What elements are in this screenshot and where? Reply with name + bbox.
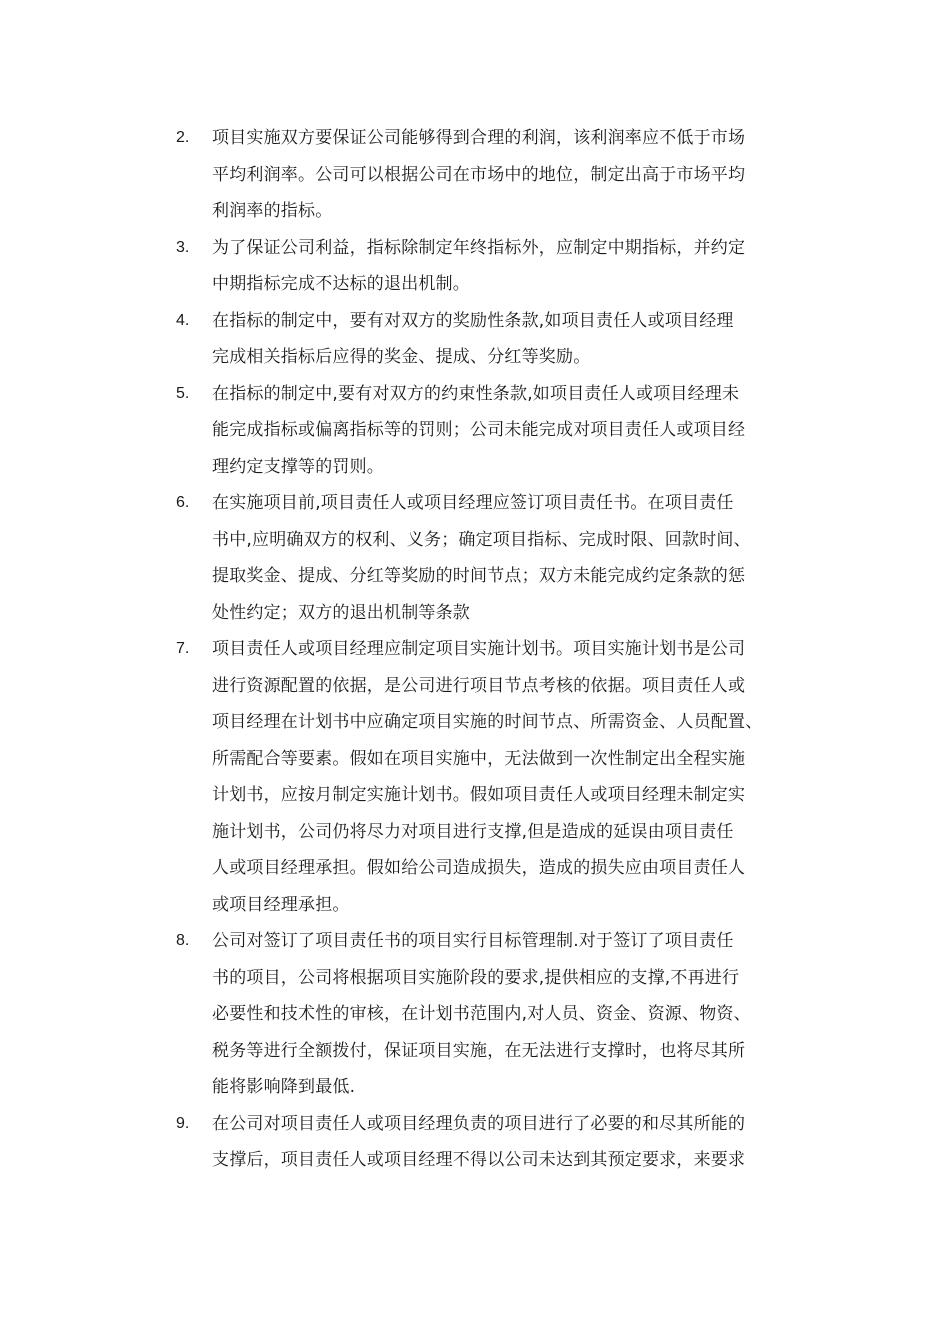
item-text-line: 施计划书，公司仍将尽力对项目进行支撑,但是造成的延误由项目责任 — [212, 821, 734, 842]
item-number: 4. — [176, 311, 190, 329]
item-text-line: 税务等进行全额拨付，保证项目实施，在无法进行支撑时，也将尽其所 — [212, 1040, 746, 1061]
item-text-line: 能将影响降到最低. — [212, 1077, 356, 1097]
list-item — [176, 303, 816, 376]
list-item — [176, 230, 816, 303]
item-text-line: 平均利润率。公司可以根据公司在市场中的地位，制定出高于市场平均 — [212, 164, 746, 185]
list-item — [176, 923, 816, 1106]
item-text-line: 项目经理在计划书中应确定项目实施的时间节点、所需资金、人员配置、 — [212, 712, 763, 732]
item-text-line: 项目责任人或项目经理应制定项目实施计划书。项目实施计划书是公司 — [212, 639, 746, 659]
item-text-line: 公司对签订了项目责任书的项目实行目标管理制.对于签订了项目责任 — [212, 931, 734, 951]
item-text-line: 能完成指标或偏离指标等的罚则；公司未能完成对项目责任人或项目经 — [212, 420, 746, 440]
item-text-line: 书的项目，公司将根据项目实施阶段的要求,提供相应的支撑,不再进行 — [212, 967, 740, 988]
item-text-line: 项目实施双方要保证公司能够得到合理的利润，该利润率应不低于市场 — [212, 128, 746, 148]
item-text-line: 进行资源配置的依据，是公司进行项目节点考核的依据。项目责任人或 — [212, 675, 746, 696]
item-text-line: 完成相关指标后应得的奖金、提成、分红等奖励。 — [212, 347, 591, 367]
item-text-line: 书中,应明确双方的权利、义务；确定项目指标、完成时限、回款时间、 — [212, 529, 751, 550]
item-text-line: 理约定支撑等的罚则。 — [212, 456, 384, 477]
list-item — [176, 485, 816, 631]
item-number: 3. — [176, 238, 190, 256]
item-text-line: 所需配合等要素。假如在项目实施中，无法做到一次性制定出全程实施 — [212, 748, 746, 769]
item-text-line: 计划书，应按月制定实施计划书。假如项目责任人或项目经理未制定实 — [212, 785, 746, 805]
item-number: 8. — [176, 932, 190, 949]
item-text-line: 人或项目经理承担。假如给公司造成损失，造成的损失应由项目责任人 — [212, 858, 746, 878]
item-text-line: 或项目经理承担。 — [212, 894, 350, 915]
item-number: 9. — [176, 1114, 190, 1132]
item-text-line: 处性约定；双方的退出机制等条款 — [212, 602, 470, 623]
item-text-line: 中期指标完成不达标的退出机制。 — [212, 274, 470, 294]
item-text-line: 为了保证公司利益，指标除制定年终指标外，应制定中期指标，并约定 — [212, 237, 746, 258]
item-text-line: 在指标的制定中,要有对双方的约束性条款,如项目责任人或项目经理未 — [212, 383, 740, 404]
item-text-line: 必要性和技术性的审核，在计划书范围内,对人员、资金、资源、物资、 — [212, 1004, 751, 1024]
list-item — [176, 631, 816, 923]
list-item — [176, 120, 816, 230]
item-text-line: 支撑后，项目责任人或项目经理不得以公司未达到其预定要求，来要求 — [212, 1150, 746, 1170]
item-number: 2. — [176, 129, 190, 146]
item-text-line: 利润率的指标。 — [212, 201, 333, 221]
item-number: 5. — [176, 384, 190, 402]
item-text-line: 在实施项目前,项目责任人或项目经理应签订项目责任书。在项目责任 — [212, 493, 734, 513]
list-item — [176, 1106, 816, 1179]
item-text-line: 在公司对项目责任人或项目经理负责的项目进行了必要的和尽其所能的 — [212, 1113, 746, 1134]
item-text-line: 在指标的制定中，要有对双方的奖励性条款,如项目责任人或项目经理 — [212, 310, 734, 331]
item-number: 6. — [176, 494, 190, 511]
numbered-list — [176, 120, 816, 1179]
list-item — [176, 376, 816, 486]
item-number: 7. — [176, 640, 190, 657]
item-text-line: 提取奖金、提成、分红等奖励的时间节点；双方未能完成约定条款的惩 — [212, 566, 746, 586]
